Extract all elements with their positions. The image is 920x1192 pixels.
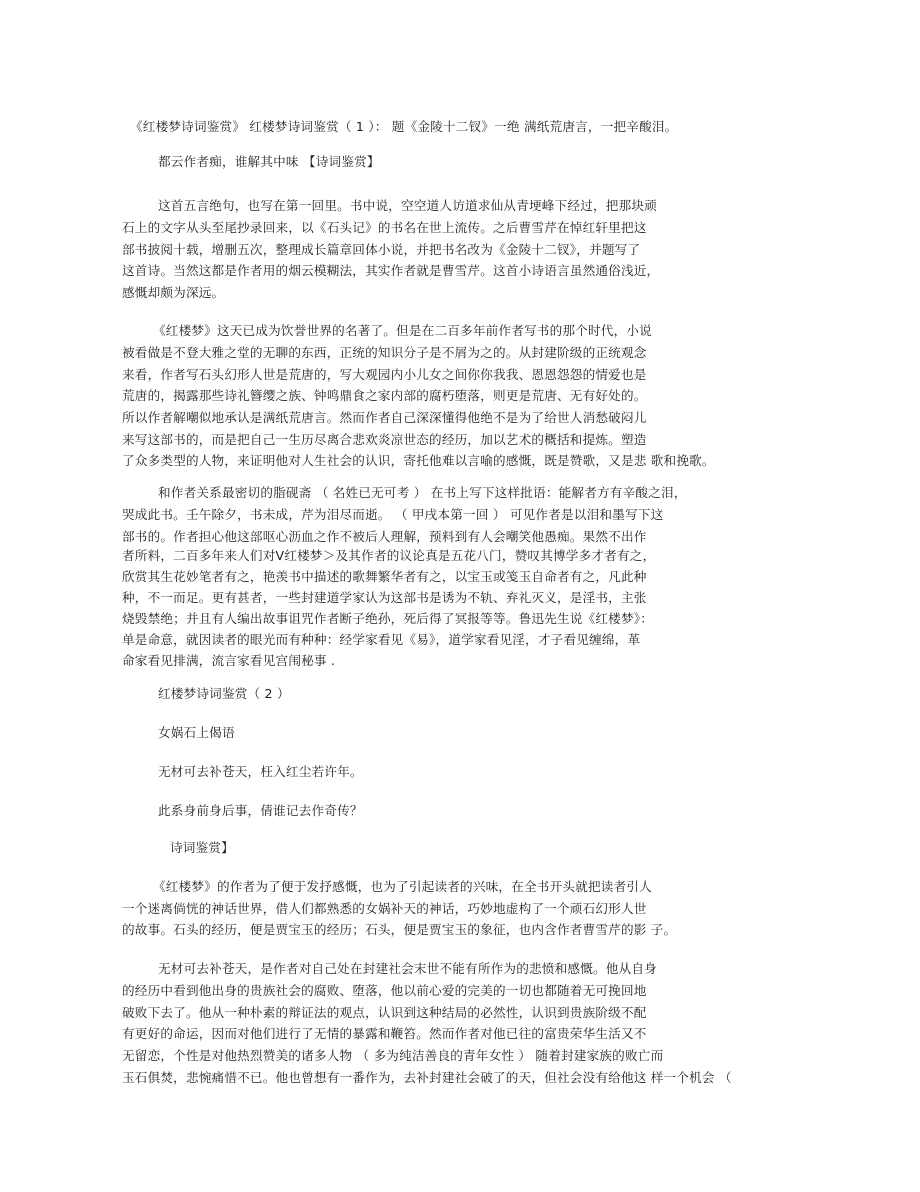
text-line: 哭成此书。壬午除夕，书未成，芹为泪尽而逝。 （ 甲戌本第一回 ） 可见作者是以泪和墨写下这 — [122, 507, 664, 522]
text-line: 欣赏其生花妙笔者有之，艳羡书中描述的歌舞繁华者有之，以宝玉或笺玉自命者有之，凡此种 — [122, 569, 647, 584]
text-line: 了众多类型的人物，来证明他对人生社会的认识，寄托他难以言喻的感慨，既是赞歌，又是悲 歌和挽歌。 — [122, 453, 715, 468]
text-line: 《红楼梦诗词鉴赏》 红楼梦诗词鉴赏（ 1 ）： 题《金陵十二钗》一绝 满纸荒唐言，一把辛酸泪。 — [130, 119, 678, 134]
text-line: 此系身前身后事，倩谁记去作奇传？ — [158, 803, 363, 818]
text-line: 一个迷离倘恍的神话世界，借人们都熟悉的女娲补天的神话，巧妙地虚构了一个顽石幻形人世 — [122, 901, 647, 916]
text-line: 感慨却颇为深远。 — [122, 285, 225, 300]
text-line: 无材可去补苍天，是作者对自己处在封建社会末世不能有所作为的悲愤和感慨。他从自身 — [158, 961, 657, 976]
text-line: 诗词鉴赏】 — [170, 840, 234, 855]
text-line: 烧毁禁绝；并且有人编出故事诅咒作者断子绝孙，死后得了冥报等等。鲁迅先生说《红楼梦》： — [122, 611, 654, 626]
text-line: 的经历中看到他出身的贵族社会的腐败、堕落，他以前心爱的完美的一切也都随着无可挽回地 — [122, 983, 647, 998]
text-line: 部书披阅十载，增删五次，整理成长篇章回体小说，并把书名改为《金陵十二钗》，并题写了 — [122, 242, 641, 257]
text-line: 红楼梦诗词鉴赏（ 2 ） — [158, 686, 290, 701]
text-line: 女娲石上偈语 — [158, 725, 235, 740]
text-line: 部书的。作者担心他这部呕心沥血之作不被后人理解，预料到有人会嘲笑他愚痴。果然不出作 — [122, 529, 647, 544]
text-line: 破败下去了。他从一种朴素的辩证法的观点，认识到这种结局的必然性，认识到贵族阶级不配 — [122, 1005, 647, 1020]
text-line: 命家看见排满，流言家看见宫闱秘事 . — [122, 653, 336, 668]
text-line: 这首五言绝句，也写在第一回里。书中说，空空道人访道求仙从青埂峰下经过，把那块顽 — [158, 198, 657, 213]
text-line: 无材可去补苍天，枉入红尘若许年。 — [158, 764, 363, 779]
text-line: 有更好的命运，因而对他们进行了无情的暴露和鞭笞。然而作者对他已往的富贵荣华生活又不 — [122, 1026, 647, 1041]
text-line: 来写这部书的，而是把自己一生历尽离合悲欢炎凉世态的经历，加以艺术的概括和提炼。塑造 — [122, 432, 647, 447]
text-line: 和作者关系最密切的脂砚斋 （ 名姓已无可考 ） 在书上写下这样批语：能解者方有辛酸之泪， — [158, 485, 687, 500]
text-line: 荒唐的，揭露那些诗礼簪缨之族、钟鸣鼎食之家内部的腐朽堕落，则更是荒唐、无有好处的。 — [122, 388, 647, 403]
text-line: 《红楼梦》这天已成为饮誉世界的名著了。但是在二百多年前作者写书的那个时代，小说 — [153, 323, 652, 338]
text-line: 都云作者痴，谁解其中味 【诗词鉴赏】 — [158, 154, 380, 169]
text-line: 这首诗。当然这都是作者用的烟云模糊法，其实作者就是曹雪芹。这首小诗语言虽然通俗浅近， — [122, 263, 660, 278]
text-line: 被看做是不登大雅之堂的无聊的东西，正统的知识分子是不屑为之的。从封建阶级的正统观念 — [122, 345, 647, 360]
text-line: 来看，作者写石头幻形人世是荒唐的，写大观园内小儿女之间你你我我、恩恩怨怨的情爱也是 — [122, 367, 647, 382]
text-line: 种，不一而足。更有甚者，一些封建道学家认为这部书是诱为不轨、弃礼灭义，是淫书，主张 — [122, 590, 647, 605]
text-line: 所以作者解嘲似地承认是满纸荒唐言。然而作者自己深深懂得他绝不是为了给世人消愁破闷儿 — [122, 410, 647, 425]
text-line: 玉石俱焚，悲惋痛惜不已。他也曾想有一番作为，去补封建社会破了的天，但社会没有给他这 样一个机会 （ — [122, 1070, 732, 1085]
text-line: 石上的文字从头至尾抄录回来，以《石头记》的书名在世上流传。之后曹雪芹在悼红轩里把这 — [122, 220, 647, 235]
text-line: 单是命意，就因读者的眼光而有种种：经学家看见《易》，道学家看见淫，才子看见缠绵，革 — [122, 632, 641, 647]
text-line: 《红楼梦》的作者为了便于发抒感慨，也为了引起读者的兴味，在全书开头就把读者引人 — [153, 879, 652, 894]
text-line: 的故事。石头的经历，便是贾宝玉的经历；石头，便是贾宝玉的象征，也内含作者曹雪芹的影 子。 — [122, 922, 677, 937]
text-line: 无留恋，个性是对他热烈赞美的诸多人物 （ 多为纯洁善良的青年女性 ） 随着封建家族的败亡而 — [122, 1048, 664, 1063]
text-line: 者所料，二百多年来人们对V红楼梦＞及其作者的议论真是五花八门，赞叹其博学多才者有之， — [122, 548, 656, 563]
